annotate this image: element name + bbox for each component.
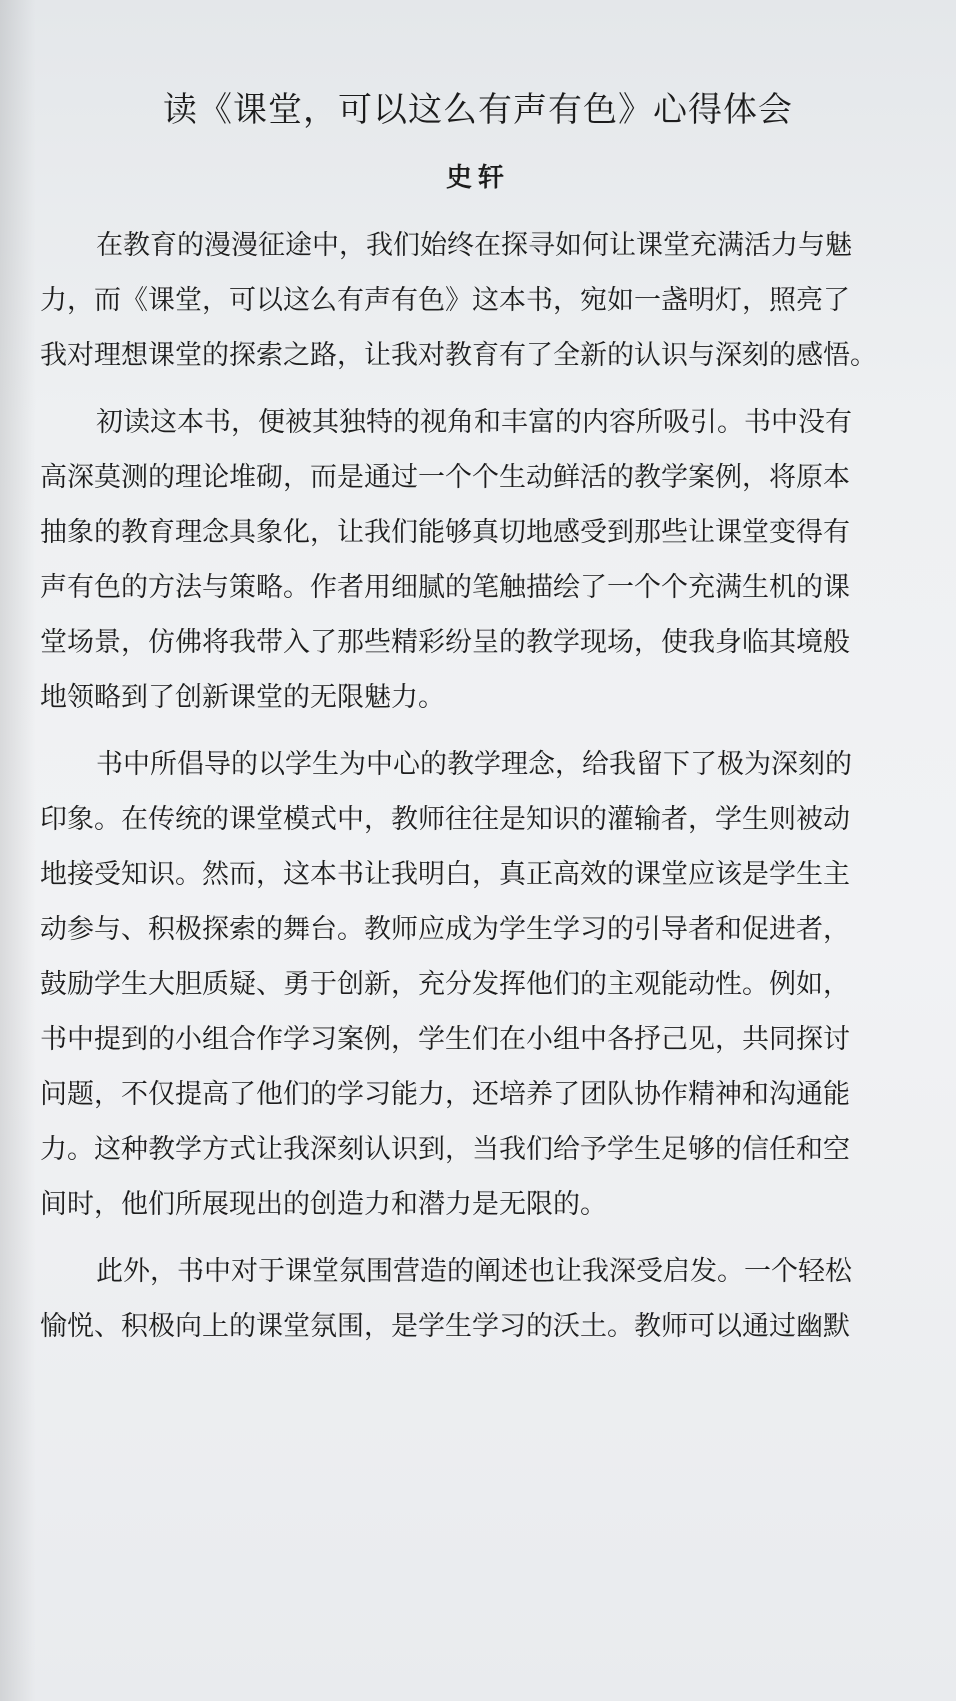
paragraph-2 [40,395,940,725]
text-line: 印象。在传统的课堂模式中，教师往往是知识的灌输者，学生则被动 [40,804,850,835]
text-line: 书中提到的小组合作学习案例，学生们在小组中各抒己见，共同探讨 [40,1024,850,1055]
text-line: 声有色的方法与策略。作者用细腻的笔触描绘了一个个充满生机的课 [40,572,850,603]
document-title: 读《课堂，可以这么有声有色》心得体会 [163,90,793,130]
text-line: 力，而《课堂，可以这么有声有色》这本书，宛如一盏明灯，照亮了 [40,285,850,316]
text-line: 高深莫测的理论堆砌，而是通过一个个生动鲜活的教学案例，将原本 [40,462,850,493]
paragraph-1 [40,218,940,383]
text-line: 地领略到了创新课堂的无限魅力。 [40,682,445,713]
document-author: 史轩 [445,163,510,193]
text-line: 间时，他们所展现出的创造力和潜力是无限的。 [40,1189,607,1220]
text-line: 鼓励学生大胆质疑、勇于创新，充分发挥他们的主观能动性。例如， [40,969,850,1000]
text-line: 问题，不仅提高了他们的学习能力，还培养了团队协作精神和沟通能 [40,1079,850,1110]
text-line: 力。这种教学方式让我深刻认识到，当我们给予学生足够的信任和空 [40,1134,850,1165]
text-line: 愉悦、积极向上的课堂氛围，是学生学习的沃土。教师可以通过幽默 [40,1311,850,1342]
paragraph-3 [40,737,940,1232]
text-line: 在教育的漫漫征途中，我们始终在探寻如何让课堂充满活力与魅 [96,230,852,261]
text-line: 动参与、积极探索的舞台。教师应成为学生学习的引导者和促进者， [40,914,850,945]
document-body [40,218,940,1354]
page-edge-shadow [0,0,36,1701]
text-line: 此外，书中对于课堂氛围营造的阐述也让我深受启发。一个轻松 [96,1256,852,1287]
text-line: 抽象的教育理念具象化，让我们能够真切地感受到那些让课堂变得有 [40,517,850,548]
text-line: 我对理想课堂的探索之路，让我对教育有了全新的认识与深刻的感悟。 [40,340,877,371]
text-line: 地接受知识。然而，这本书让我明白，真正高效的课堂应该是学生主 [40,859,850,890]
text-line: 堂场景，仿佛将我带入了那些精彩纷呈的教学现场，使我身临其境般 [40,627,850,658]
text-line: 书中所倡导的以学生为中心的教学理念，给我留下了极为深刻的 [96,749,852,780]
paragraph-4 [40,1244,940,1354]
text-line: 初读这本书，便被其独特的视角和丰富的内容所吸引。书中没有 [96,407,852,438]
